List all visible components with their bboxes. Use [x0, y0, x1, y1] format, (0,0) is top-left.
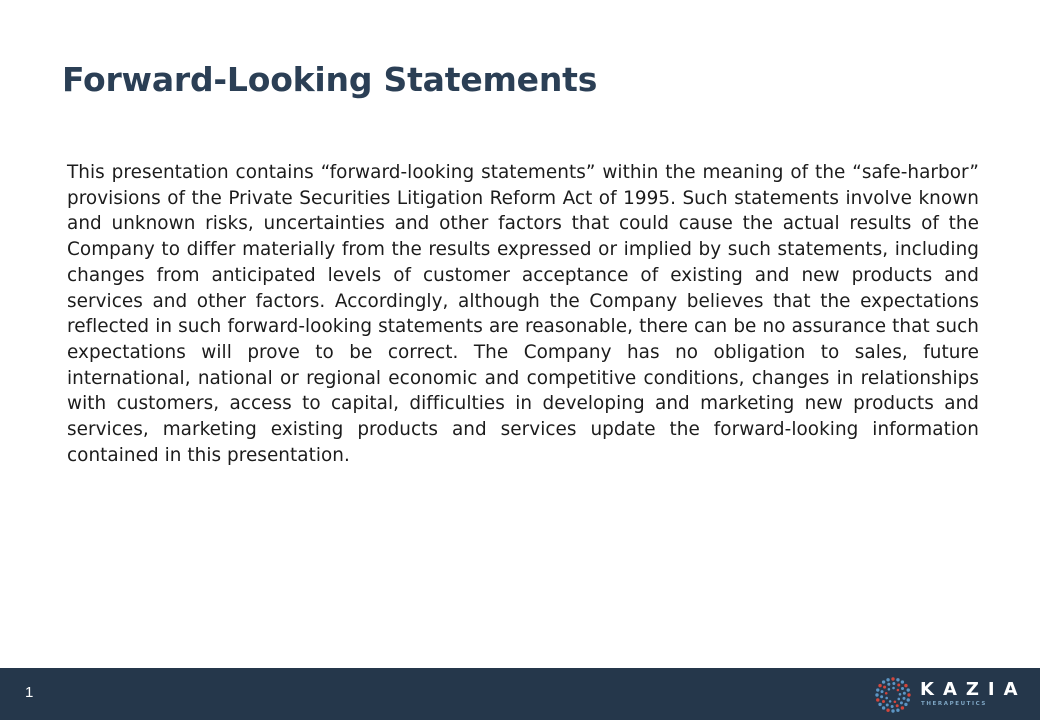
- logo-dot: [891, 705, 894, 708]
- logo-dot: [878, 703, 881, 706]
- footer-bar: [0, 668, 1040, 720]
- logo-dot: [907, 698, 910, 701]
- logo-dot: [886, 678, 889, 681]
- logo-dot: [901, 680, 904, 683]
- logo-dot: [896, 678, 899, 681]
- logo-dot: [889, 700, 892, 703]
- logo-dot: [886, 709, 889, 712]
- logo-dot: [876, 688, 879, 691]
- logo-dot: [891, 677, 894, 680]
- logo-dot: [900, 701, 903, 704]
- logo-dot: [891, 709, 894, 712]
- page-number: 1: [25, 684, 34, 701]
- logo-dot: [896, 709, 899, 712]
- logo-dot: [876, 698, 879, 701]
- logo-dot: [894, 700, 897, 703]
- logo-dot: [892, 682, 895, 685]
- logo-dot: [882, 680, 885, 683]
- logo-dot: [881, 690, 884, 693]
- logo-wordmark: KAZIA: [920, 679, 1027, 700]
- logo-dot: [897, 698, 900, 701]
- logo-dot: [883, 686, 886, 689]
- logo-dot: [903, 692, 906, 695]
- logo-dot: [896, 704, 899, 707]
- logo-dot: [902, 697, 905, 700]
- logo-dot: [904, 684, 907, 687]
- logo-dot: [888, 688, 891, 691]
- logo-dot: [907, 693, 910, 696]
- logo-dot: [904, 703, 907, 706]
- logo-dot: [885, 692, 888, 695]
- logo-dot: [901, 687, 904, 690]
- logo-subtitle: THERAPEUTICS: [921, 701, 987, 707]
- logo-dot: [878, 684, 881, 687]
- logo-dot: [899, 693, 902, 696]
- logo-dot: [892, 687, 895, 690]
- logo-dot: [885, 697, 888, 700]
- logo-dot: [897, 689, 900, 692]
- logo-dot: [887, 683, 890, 686]
- logo-dot: [880, 695, 883, 698]
- kazia-dot-ring-logo-icon: [874, 676, 912, 714]
- logo-dot: [875, 693, 878, 696]
- disclaimer-paragraph: This presentation contains “forward-looking statements” within the meaning of the “safe-harbor” provisions of the Private Securities Litigation Reform Act of 1995. Such statements involve known and unknown risks, uncertainties and other factors that could cause the actual results of the Company to differ materially from the results expressed or implied by such statements, including changes from anticipated levels of customer acceptance of existing and new products and services and other factors. Accordingly, although the Company believes that the expectations reflected in such forward-looking statements are reasonable, there can be no assurance that such expectations will prove to be correct. The Company has no obligation to sales, future international, national or regional economic and competitive conditions, changes in relationships with customers, access to capital, difficulties in developing and marketing new products and services, marketing existing products and services update the forward-looking information contained in this presentation.: [67, 162, 979, 466]
- logo-dot: [897, 684, 900, 687]
- logo-dot: [886, 703, 889, 706]
- kazia-logo: [874, 676, 1027, 714]
- logo-dot: [901, 706, 904, 709]
- slide-title: Forward-Looking Statements: [62, 60, 598, 99]
- logo-dot: [882, 700, 885, 703]
- logo-dot: [882, 706, 885, 709]
- logo-dot: [907, 688, 910, 691]
